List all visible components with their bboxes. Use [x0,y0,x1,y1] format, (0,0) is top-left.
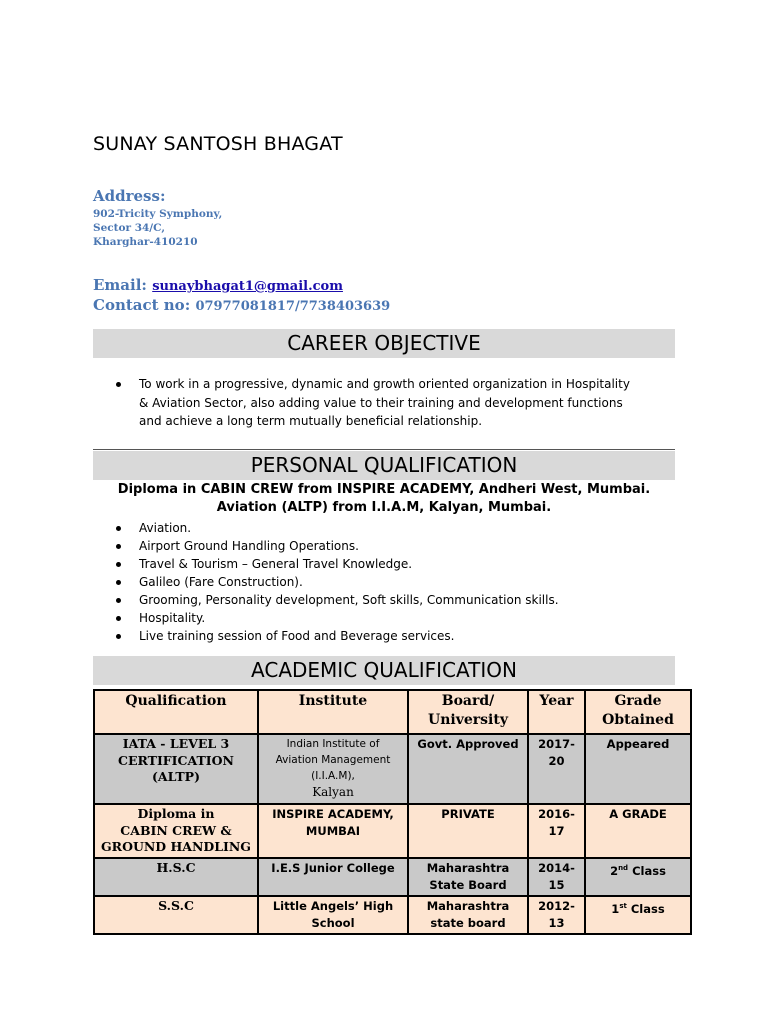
address-line-3: Kharghar-410210 [93,236,198,248]
cell-year: 2017- 20 [528,734,585,804]
cell-grade: 1st Class [585,896,691,934]
header-year: Year [528,690,585,734]
cell-qualification: H.S.C [94,858,258,896]
cell-institute: INSPIRE ACADEMY, MUMBAI [258,804,408,858]
table-row [94,896,691,934]
cell-board: Govt. Approved [408,734,528,804]
personal-aviation-line: Aviation (ALTP) from I.I.A.M, Kalyan, Mumbai. [216,500,552,515]
list-item: Grooming, Personality development, Soft skills, Communication skills. [113,591,673,609]
address-line-1: 902-Tricity Symphony, [93,208,223,220]
contact-row [93,296,390,314]
email-link[interactable]: sunaybhagat1@gmail.com [152,279,343,294]
header-board: Board/ University [408,690,528,734]
list-item: Travel & Tourism – General Travel Knowledge. [113,555,673,573]
career-objective-item [113,375,683,431]
contact-label: Contact no: [93,296,191,314]
cell-board: Maharashtra State Board [408,858,528,896]
career-objective-line-1: To work in a progressive, dynamic and growth oriented organization in Hospitality [139,377,630,391]
cell-institute: Little Angels’ High School [258,896,408,934]
cell-qualification: S.S.C [94,896,258,934]
table-row [94,804,691,858]
list-item: Airport Ground Handling Operations. [113,537,673,555]
cell-qualification: IATA - LEVEL 3 CERTIFICATION (ALTP) [94,734,258,804]
career-objective-heading: CAREER OBJECTIVE [93,329,675,358]
list-item: Hospitality. [113,609,673,627]
personal-diploma-line: Diploma in CABIN CREW from INSPIRE ACADEMY, Andheri West, Mumbai. [117,482,651,497]
list-item: Live training session of Food and Beverage services. [113,627,673,645]
address-line-2: Sector 34/C, [93,222,165,234]
list-item: Aviation. [113,519,673,537]
contact-number: 07977081817/7738403639 [195,299,391,314]
header-institute: Institute [258,690,408,734]
table-row [94,858,691,896]
career-objective-line-3: and achieve a long term mutually beneficial relationship. [139,414,483,428]
cell-year: 2014- 15 [528,858,585,896]
email-row [93,276,343,294]
personal-qualification-heading: PERSONAL QUALIFICATION [93,451,675,480]
cell-board: Maharashtra state board [408,896,528,934]
cell-institute: I.E.S Junior College [258,858,408,896]
table-header-row [94,690,691,734]
section-divider [93,449,675,450]
cell-grade: 2nd Class [585,858,691,896]
cell-board: PRIVATE [408,804,528,858]
cell-year: 2012- 13 [528,896,585,934]
email-label: Email: [93,276,147,294]
career-objective-list [113,375,683,431]
personal-qualification-list [113,519,673,645]
list-item: Galileo (Fare Construction). [113,573,673,591]
header-grade: Grade Obtained [585,690,691,734]
table-row [94,734,691,804]
cell-qualification: Diploma in CABIN CREW & GROUND HANDLING [94,804,258,858]
header-qualification: Qualification [94,690,258,734]
academic-qualification-heading: ACADEMIC QUALIFICATION [93,656,675,685]
cell-grade: A GRADE [585,804,691,858]
candidate-name: SUNAY SANTOSH BHAGAT [93,133,343,155]
cell-institute: Indian Institute of Aviation Management (I.I.A.M), Kalyan [258,734,408,804]
cell-grade: Appeared [585,734,691,804]
career-objective-line-2: & Aviation Sector, also adding value to their training and development functions [139,395,623,410]
academic-table [93,689,692,935]
address-label: Address: [93,187,166,205]
cell-year: 2016- 17 [528,804,585,858]
